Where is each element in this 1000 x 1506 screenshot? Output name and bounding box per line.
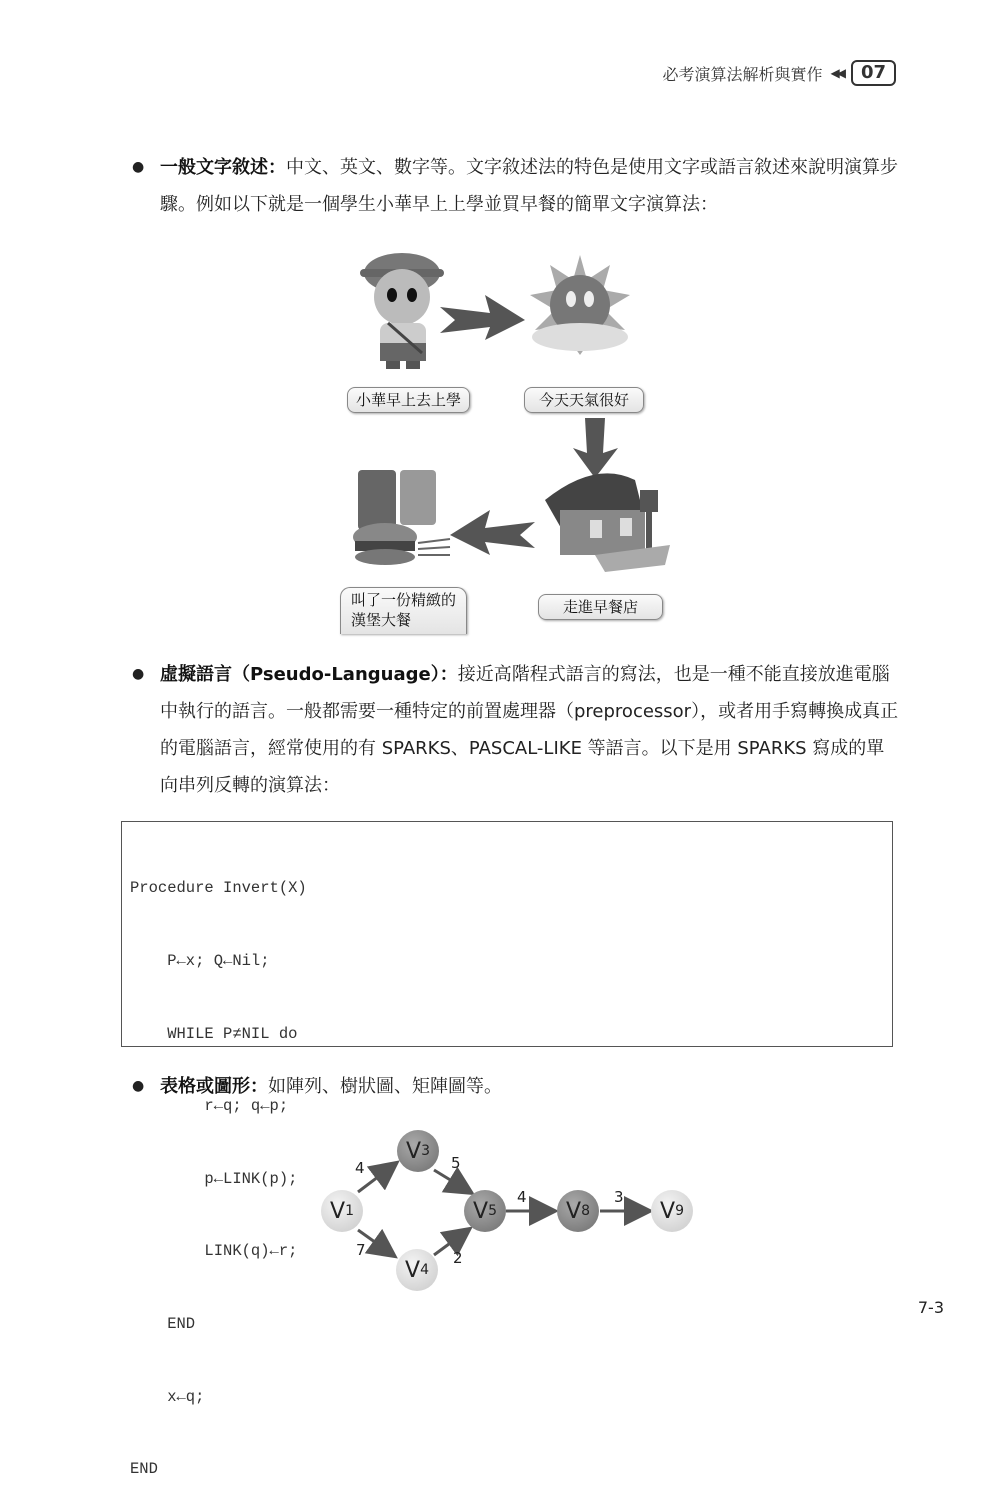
step-label-good-weather: 今天天氣很好 [524, 387, 644, 413]
page-number: 7-3 [917, 1298, 944, 1317]
code-line: LINK(q)←r; [130, 1242, 298, 1261]
edge-weight-v3-v5: 5 [451, 1154, 461, 1172]
node-subscript: 4 [420, 1262, 429, 1278]
table-graph-body: 如陣列、樹狀圖、矩陣圖等。 [268, 1076, 502, 1097]
term-pseudo-language: 虛擬語言（Pseudo-Language）： [160, 664, 458, 685]
bullet-icon: ● [132, 666, 145, 682]
bullet-icon: ● [132, 1078, 145, 1094]
bullet-icon: ● [132, 159, 145, 175]
graph-node-v3 [397, 1130, 439, 1172]
code-line: Procedure Invert(X) [130, 879, 307, 898]
step-label-go-to-school: 小華早上去上學 [347, 387, 470, 413]
pseudo-language-body: 接近高階程式語言的寫法，也是一種不能直接放進電腦中執行的語言。一般都需要一種特定的前置處理器（preprocessor），或者用手寫轉換成真正的電腦語言，經常使用的有 SPARKS、PASCAL-LIKE 等語言。以下是用 SPARKS 寫成的單向串列反轉的演算法： [160, 664, 899, 796]
node-label: V [330, 1198, 346, 1224]
node-subscript: 3 [421, 1143, 430, 1159]
step-label-enter-shop: 走進早餐店 [538, 594, 663, 620]
edge-weight-v8-v9: 3 [614, 1188, 624, 1206]
node-label: V [566, 1198, 582, 1224]
node-label: V [660, 1198, 676, 1224]
graph-node-v5 [464, 1190, 506, 1232]
double-left-arrow-icon: ◀◀ [830, 66, 843, 80]
edge-weight-v1-v4: 7 [356, 1241, 366, 1259]
graph-node-v9 [651, 1190, 693, 1232]
node-subscript: 1 [345, 1203, 354, 1219]
code-line: r←q; q←p; [130, 1097, 289, 1116]
term-text-description: 一般文字敘述： [160, 157, 286, 178]
order-meal-line2: 漢堡大餐 [351, 611, 412, 629]
text-description-body: 中文、英文、數字等。文字敘述法的特色是使用文字或語言敘述來說明演算步驟。例如以下就是一個學生小華早上上學並買早餐的簡單文字演算法： [160, 157, 898, 215]
code-line: END [130, 1460, 158, 1479]
code-line: x←q; [130, 1387, 205, 1406]
chapter-badge: 07 [851, 60, 896, 86]
code-line: END [130, 1315, 196, 1334]
edge-weight-v5-v8: 4 [517, 1188, 527, 1206]
edge-weight-v1-v3: 4 [355, 1159, 365, 1177]
node-label: V [473, 1198, 489, 1224]
node-subscript: 5 [488, 1203, 497, 1219]
code-line: P←x; Q←Nil; [130, 952, 270, 971]
order-meal-line1: 叫了一份精緻的 [351, 591, 457, 609]
node-label: V [406, 1138, 422, 1164]
term-table-graph: 表格或圖形： [160, 1076, 268, 1097]
edge-weight-v4-v5: 2 [453, 1249, 463, 1267]
graph-node-v4 [396, 1249, 438, 1291]
book-title: 必考演算法解析與實作 [662, 64, 823, 84]
node-subscript: 9 [675, 1203, 684, 1219]
code-line: p←LINK(p); [130, 1169, 298, 1188]
code-line: WHILE P≠NIL do [130, 1024, 298, 1043]
node-label: V [405, 1257, 421, 1283]
graph-node-v8 [557, 1190, 599, 1232]
node-subscript: 8 [581, 1203, 590, 1219]
graph-node-v1 [321, 1190, 363, 1232]
